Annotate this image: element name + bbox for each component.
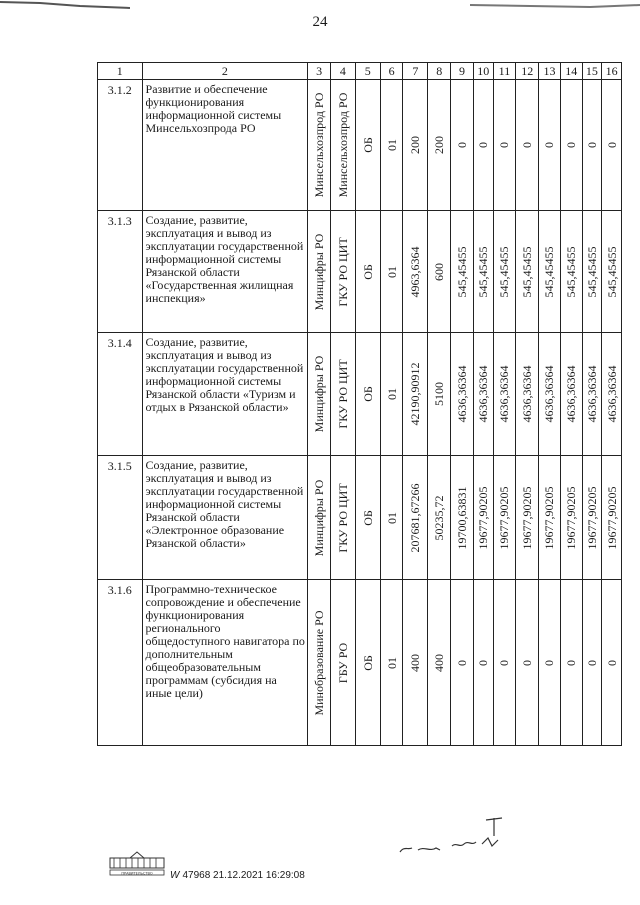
value-cell — [560, 80, 582, 211]
value-text: 4636,36364 — [454, 365, 469, 423]
header-cell: 15 — [582, 63, 602, 80]
code-text: 01 — [384, 139, 399, 151]
document-stamp-text: 47968 21.12.2021 16:29:08 — [182, 870, 305, 881]
source-text: ОБ — [360, 263, 375, 280]
executor-text: ГКУ РО ЦИТ — [335, 359, 350, 429]
responsible-text: Минобразование РО — [312, 609, 327, 716]
responsible-cell — [308, 80, 331, 211]
source-text: ОБ — [360, 509, 375, 526]
executor-text: ГКУ РО ЦИТ — [335, 482, 350, 553]
value-cell — [582, 580, 602, 746]
value-cell — [428, 80, 451, 211]
value-text: 42190,90912 — [408, 362, 423, 426]
value-text: 19677,90205 — [542, 486, 557, 549]
value-cell — [428, 580, 451, 746]
executor-cell — [330, 580, 355, 746]
handwritten-signature — [390, 810, 520, 865]
value-text: 0 — [520, 142, 535, 148]
value-text: 545,45455 — [454, 246, 469, 297]
source-text: ОБ — [360, 654, 375, 671]
responsible-text: Минсельхозпрод РО — [312, 92, 327, 198]
value-cell — [451, 456, 474, 580]
value-cell — [451, 211, 474, 333]
row-number: 3.1.6 — [98, 580, 143, 746]
source-cell — [355, 80, 380, 211]
source-cell — [355, 333, 380, 456]
executor-cell — [330, 456, 355, 580]
value-text: 545,45455 — [476, 246, 491, 297]
page-number: 24 — [312, 14, 328, 30]
header-cell: 9 — [451, 63, 474, 80]
code-cell — [380, 333, 403, 456]
row-description: Программно-техническое сопровождение и обеспечение функционирования регионального общедоступного навигатора по дополнительным общеобразовательным программам (субсидия на иные цели) — [142, 580, 308, 746]
row-number: 3.1.5 — [98, 456, 143, 580]
value-cell — [539, 211, 561, 333]
header-cell: 6 — [380, 63, 403, 80]
value-cell — [451, 333, 474, 456]
value-text: 200 — [432, 136, 447, 154]
value-text: 0 — [476, 142, 491, 148]
value-text: 0 — [520, 659, 535, 666]
header-cell: 1 — [98, 63, 143, 80]
value-text: 0 — [604, 142, 619, 148]
header-cell: 12 — [516, 63, 539, 80]
value-cell — [428, 211, 451, 333]
value-cell — [403, 333, 428, 456]
value-text: 0 — [542, 659, 557, 666]
value-cell — [560, 333, 582, 456]
header-cell: 8 — [428, 63, 451, 80]
value-text: 545,45455 — [604, 246, 619, 297]
scan-artifact-right — [470, 0, 640, 10]
value-text: 545,45455 — [520, 246, 535, 297]
value-cell — [516, 456, 539, 580]
responsible-text: Минцифры РО — [312, 233, 327, 310]
table-row — [98, 580, 622, 746]
value-cell — [403, 211, 428, 333]
value-cell — [473, 333, 493, 456]
row-description: Развитие и обеспечение функционирования информационной системы Минсельхозпрода РО — [142, 80, 308, 211]
value-text: 50235,72 — [432, 495, 447, 540]
header-cell: 13 — [539, 63, 561, 80]
logo-caption: ПРАВИТЕЛЬСТВО — [121, 871, 153, 876]
header-cell: 3 — [308, 63, 331, 80]
value-text: 4636,36364 — [564, 365, 579, 423]
value-cell — [582, 333, 602, 456]
value-text: 0 — [497, 142, 512, 148]
value-text: 4636,36364 — [604, 365, 619, 423]
value-cell — [602, 333, 622, 456]
value-text: 400 — [432, 653, 447, 672]
responsible-cell — [308, 580, 331, 746]
value-cell — [560, 211, 582, 333]
value-cell — [493, 333, 516, 456]
table-row — [98, 456, 622, 580]
value-cell — [602, 80, 622, 211]
value-text: 0 — [584, 142, 599, 148]
source-text: ОБ — [360, 386, 375, 402]
value-cell — [582, 211, 602, 333]
value-cell — [602, 580, 622, 746]
row-description: Создание, развитие, эксплуатация и вывод из эксплуатации государственной информационной системы Рязанской области «Государственная жилищная инспекция» — [142, 211, 308, 333]
value-text: 0 — [604, 659, 619, 666]
w-mark: W — [170, 870, 180, 881]
source-cell — [355, 456, 380, 580]
responsible-text: Минцифры РО — [312, 479, 327, 556]
value-text: 19677,90205 — [520, 486, 535, 549]
value-cell — [560, 456, 582, 580]
value-text: 19677,90205 — [584, 486, 599, 549]
executor-cell — [330, 211, 355, 333]
table-row — [98, 333, 622, 456]
value-text: 5100 — [432, 382, 447, 406]
value-cell — [451, 80, 474, 211]
value-text: 0 — [584, 659, 599, 666]
row-description: Создание, развитие, эксплуатация и вывод из эксплуатации государственной информационной системы Рязанской области «Туризм и отдых в Рязанской области» — [142, 333, 308, 456]
value-cell — [516, 80, 539, 211]
header-cell: 11 — [493, 63, 516, 80]
value-text: 0 — [454, 142, 469, 148]
value-text: 0 — [564, 142, 579, 148]
value-text: 0 — [542, 142, 557, 148]
value-text: 545,45455 — [564, 246, 579, 297]
header-cell: 4 — [330, 63, 355, 80]
value-cell — [516, 333, 539, 456]
government-logo — [108, 850, 166, 876]
header-cell: 10 — [473, 63, 493, 80]
row-number: 3.1.2 — [98, 80, 143, 211]
value-text: 0 — [564, 659, 579, 666]
value-text: 19677,90205 — [564, 486, 579, 549]
value-text: 0 — [476, 659, 491, 666]
value-cell — [539, 580, 561, 746]
code-cell — [380, 80, 403, 211]
budget-table — [97, 62, 622, 746]
value-text: 200 — [408, 136, 423, 154]
responsible-cell — [308, 456, 331, 580]
executor-text: Минсельхозпрод РО — [335, 92, 350, 198]
value-cell — [403, 456, 428, 580]
value-cell — [493, 80, 516, 211]
code-cell — [380, 580, 403, 746]
code-text: 01 — [384, 656, 399, 669]
value-text: 4636,36364 — [497, 365, 512, 423]
code-text: 01 — [384, 265, 399, 278]
value-cell — [539, 80, 561, 211]
value-cell — [582, 80, 602, 211]
value-text: 4636,36364 — [476, 365, 491, 423]
value-text: 4636,36364 — [584, 365, 599, 423]
code-text: 01 — [384, 388, 399, 400]
value-cell — [473, 456, 493, 580]
row-description: Создание, развитие, эксплуатация и вывод из эксплуатации государственной информационной системы Рязанской области «Электронное образование Рязанской области» — [142, 456, 308, 580]
value-text: 545,45455 — [497, 246, 512, 297]
value-cell — [493, 580, 516, 746]
value-cell — [539, 456, 561, 580]
value-cell — [428, 456, 451, 580]
table-row — [98, 80, 622, 211]
value-text: 207681,67266 — [408, 483, 423, 552]
row-number: 3.1.3 — [98, 211, 143, 333]
value-text: 19677,90205 — [497, 486, 512, 549]
value-cell — [451, 580, 474, 746]
responsible-text: Минцифры РО — [312, 355, 327, 433]
source-text: ОБ — [360, 137, 375, 153]
source-cell — [355, 580, 380, 746]
value-text: 4636,36364 — [520, 365, 535, 423]
responsible-cell — [308, 333, 331, 456]
code-cell — [380, 211, 403, 333]
value-cell — [403, 580, 428, 746]
header-cell: 7 — [403, 63, 428, 80]
value-cell — [516, 211, 539, 333]
value-text: 545,45455 — [542, 246, 557, 297]
value-text: 19677,90205 — [604, 486, 619, 549]
executor-cell — [330, 80, 355, 211]
executor-text: ГКУ РО ЦИТ — [335, 236, 350, 307]
value-text: 4636,36364 — [542, 365, 557, 423]
header-cell: 14 — [560, 63, 582, 80]
value-text: 0 — [454, 659, 469, 666]
value-text: 0 — [497, 659, 512, 666]
value-cell — [403, 80, 428, 211]
responsible-cell — [308, 211, 331, 333]
value-text: 19677,90205 — [476, 486, 491, 549]
header-row — [98, 63, 622, 80]
scan-artifact-left — [0, 0, 130, 14]
document-stamp — [170, 870, 305, 881]
code-cell — [380, 456, 403, 580]
value-cell — [516, 580, 539, 746]
value-cell — [539, 333, 561, 456]
code-text: 01 — [384, 511, 399, 524]
value-cell — [602, 211, 622, 333]
value-cell — [428, 333, 451, 456]
value-cell — [493, 211, 516, 333]
value-text: 400 — [408, 653, 423, 672]
value-cell — [473, 580, 493, 746]
value-text: 545,45455 — [584, 246, 599, 297]
value-cell — [582, 456, 602, 580]
header-cell: 16 — [602, 63, 622, 80]
value-cell — [473, 211, 493, 333]
header-cell: 5 — [355, 63, 380, 80]
executor-text: ГБУ РО — [335, 642, 350, 683]
value-cell — [560, 580, 582, 746]
table-row — [98, 211, 622, 333]
source-cell — [355, 211, 380, 333]
value-cell — [473, 80, 493, 211]
executor-cell — [330, 333, 355, 456]
header-cell: 2 — [142, 63, 308, 80]
value-text: 600 — [432, 262, 447, 281]
value-cell — [602, 456, 622, 580]
value-text: 19700,63831 — [454, 486, 469, 549]
row-number: 3.1.4 — [98, 333, 143, 456]
value-text: 4963,6364 — [408, 246, 423, 297]
value-cell — [493, 456, 516, 580]
